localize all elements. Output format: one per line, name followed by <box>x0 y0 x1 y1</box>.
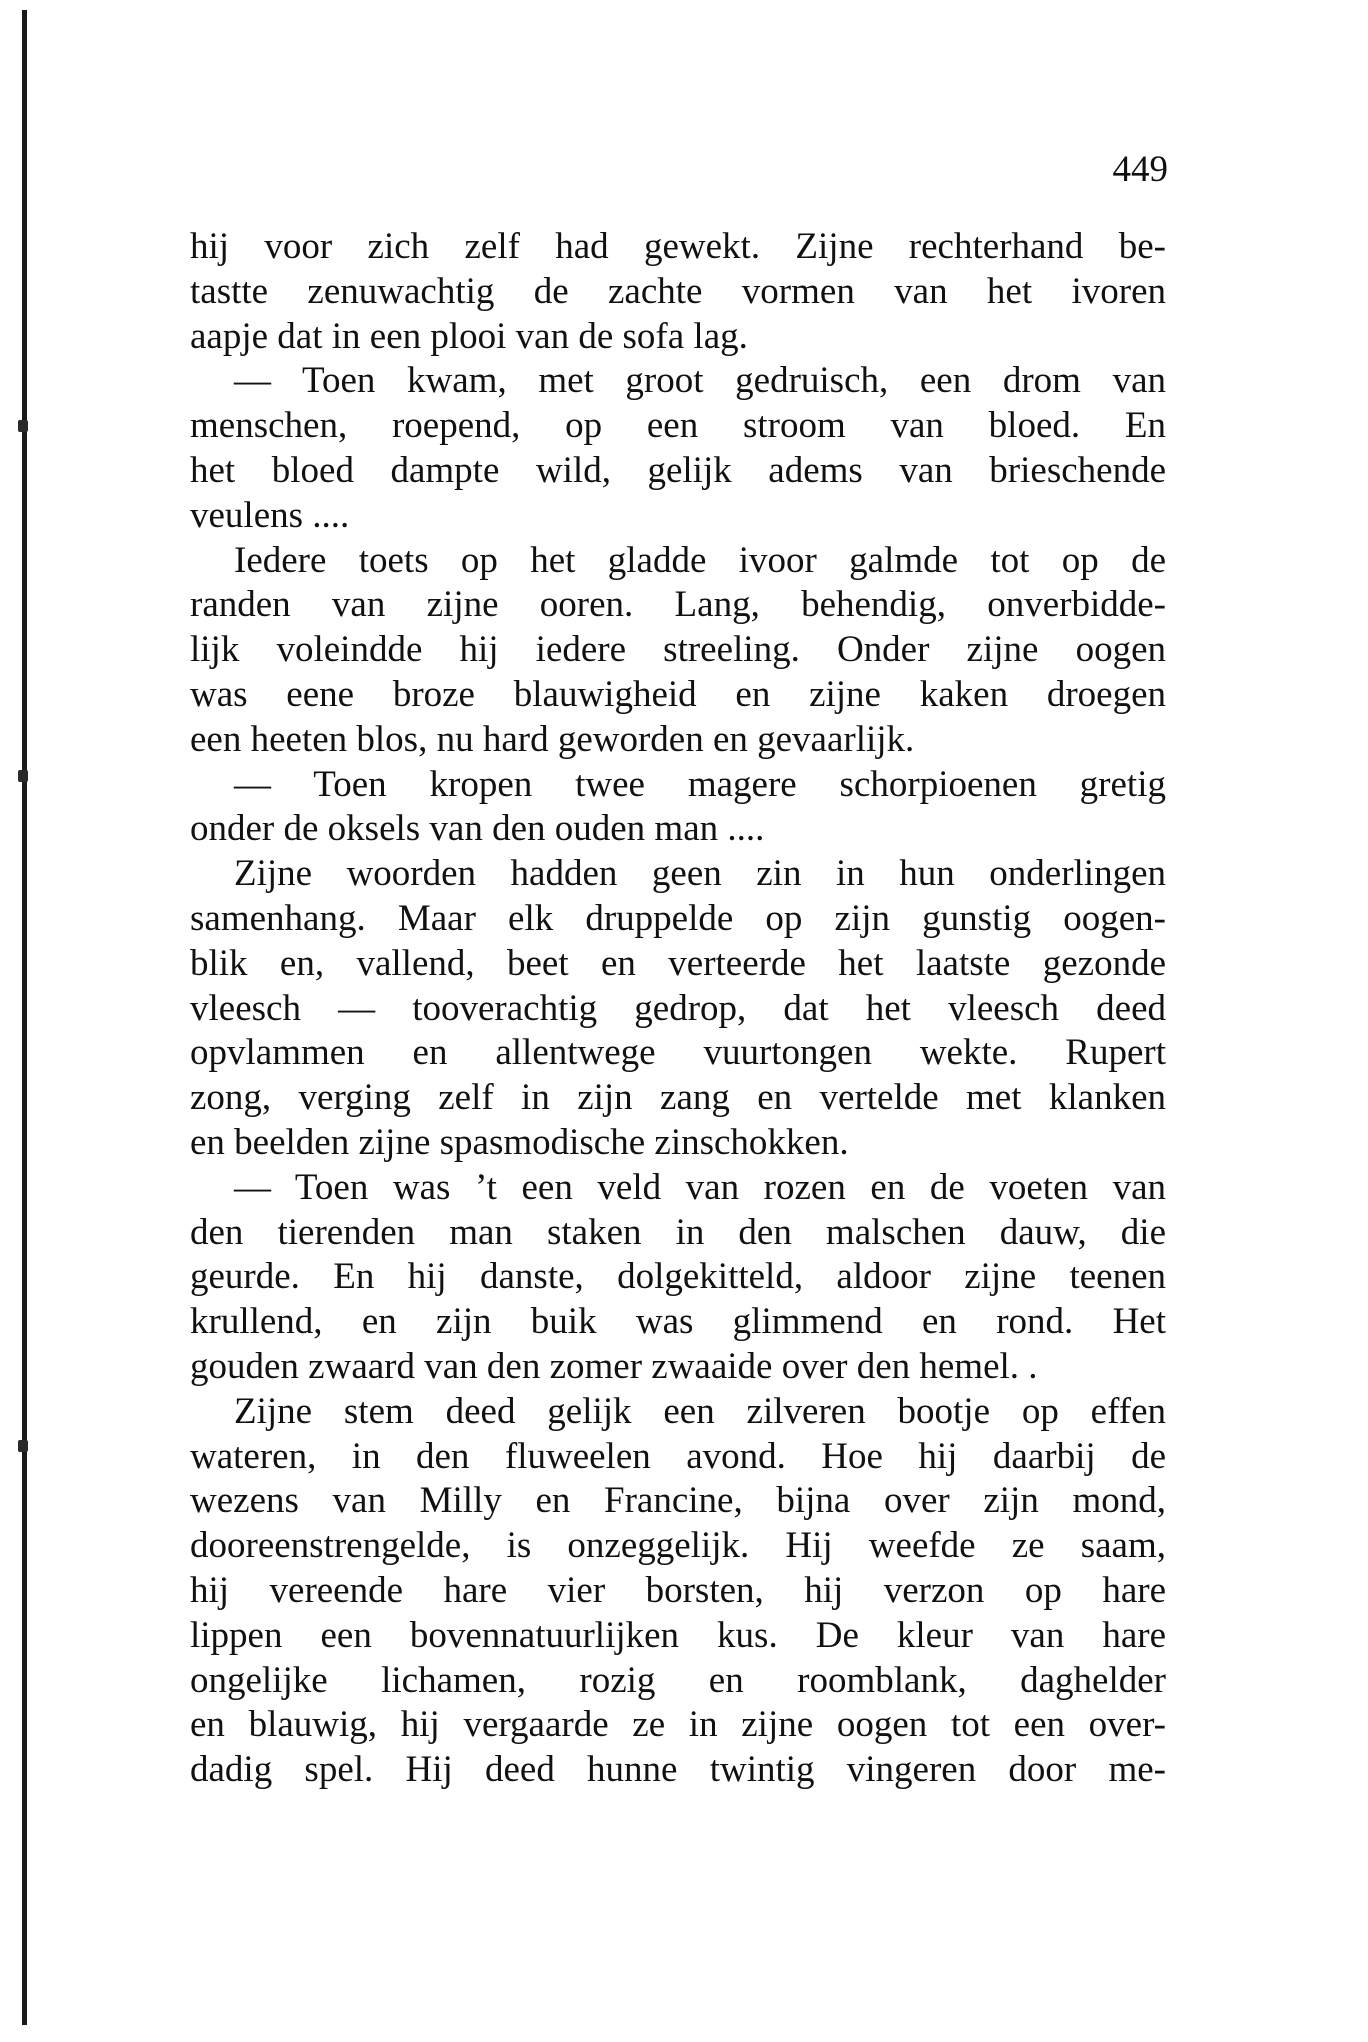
spine-mark <box>18 420 28 432</box>
text-line: blik en, vallend, beet en verteerde het laatste gezonde <box>190 942 1166 984</box>
text-line: Iedere toets op het gladde ivoor galmde tot op de <box>234 539 1166 581</box>
text-line: en beelden zijne spasmodische zinschokken. <box>190 1121 849 1163</box>
spine-mark <box>18 770 28 782</box>
spine-mark <box>18 1440 28 1452</box>
text-line: ongelijke lichamen, rozig en roomblank, daghelder <box>190 1659 1166 1701</box>
text-line: was eene broze blauwigheid en zijne kaken droegen <box>190 673 1166 715</box>
text-line: menschen, roepend, op een stroom van bloed. En <box>190 405 1166 447</box>
text-line: randen van zijne ooren. Lang, behendig, onverbidde- <box>190 584 1166 626</box>
text-line: dadig spel. Hij deed hunne twintig vingeren door me- <box>190 1749 1166 1791</box>
text-line: lippen een bovennatuurlijken kus. De kleur van hare <box>190 1614 1166 1656</box>
text-line: veulens .... <box>190 494 350 536</box>
text-line: den tierenden man staken in den malschen dauw, die <box>190 1211 1166 1253</box>
text-line: opvlammen en allentwege vuurtongen wekte. Rupert <box>190 1032 1166 1074</box>
text-line: dooreenstrengelde, is onzeggelijk. Hij weefde ze saam, <box>190 1525 1166 1567</box>
text-line: hij vereende hare vier borsten, hij verzon op hare <box>190 1569 1166 1611</box>
page-number: 449 <box>1112 149 1168 190</box>
text-line: samenhang. Maar elk druppelde op zijn gunstig oogen- <box>190 897 1166 939</box>
text-line: — Toen kwam, met groot gedruisch, een drom van <box>234 360 1166 402</box>
text-line: — Toen was ’t een veld van rozen en de voeten van <box>234 1166 1166 1208</box>
text-line: en blauwig, hij vergaarde ze in zijne oogen tot een over- <box>190 1704 1166 1746</box>
text-line: een heeten blos, nu hard geworden en gevaarlijk. <box>190 718 915 760</box>
text-line: geurde. En hij danste, dolgekitteld, aldoor zijne teenen <box>190 1256 1166 1298</box>
text-line: lijk voleindde hij iedere streeling. Onder zijne oogen <box>190 629 1166 671</box>
text-line: krullend, en zijn buik was glimmend en rond. Het <box>190 1301 1166 1343</box>
book-spine-edge <box>22 10 27 2025</box>
text-line: wezens van Milly en Francine, bijna over zijn mond, <box>190 1480 1166 1522</box>
text-line: het bloed dampte wild, gelijk adems van brieschende <box>190 449 1166 491</box>
body-text <box>190 225 1166 1793</box>
text-line: — Toen kropen twee magere schorpioenen gretig <box>234 763 1166 805</box>
text-line: tastte zenuwachtig de zachte vormen van het ivoren <box>190 270 1166 312</box>
text-line: onder de oksels van den ouden man .... <box>190 808 765 850</box>
text-line: vleesch — tooverachtig gedrop, dat het vleesch deed <box>190 987 1166 1029</box>
text-line: wateren, in den fluweelen avond. Hoe hij daarbij de <box>190 1435 1166 1477</box>
text-line: Zijne stem deed gelijk een zilveren bootje op effen <box>234 1390 1166 1432</box>
text-line: Zijne woorden hadden geen zin in hun onderlingen <box>234 853 1166 895</box>
text-line: zong, verging zelf in zijn zang en vertelde met klanken <box>190 1077 1166 1119</box>
text-line: gouden zwaard van den zomer zwaaide over den hemel. . <box>190 1345 1038 1387</box>
text-line: hij voor zich zelf had gewekt. Zijne rechterhand be- <box>190 226 1166 267</box>
text-line: aapje dat in een plooi van de sofa lag. <box>190 315 748 357</box>
